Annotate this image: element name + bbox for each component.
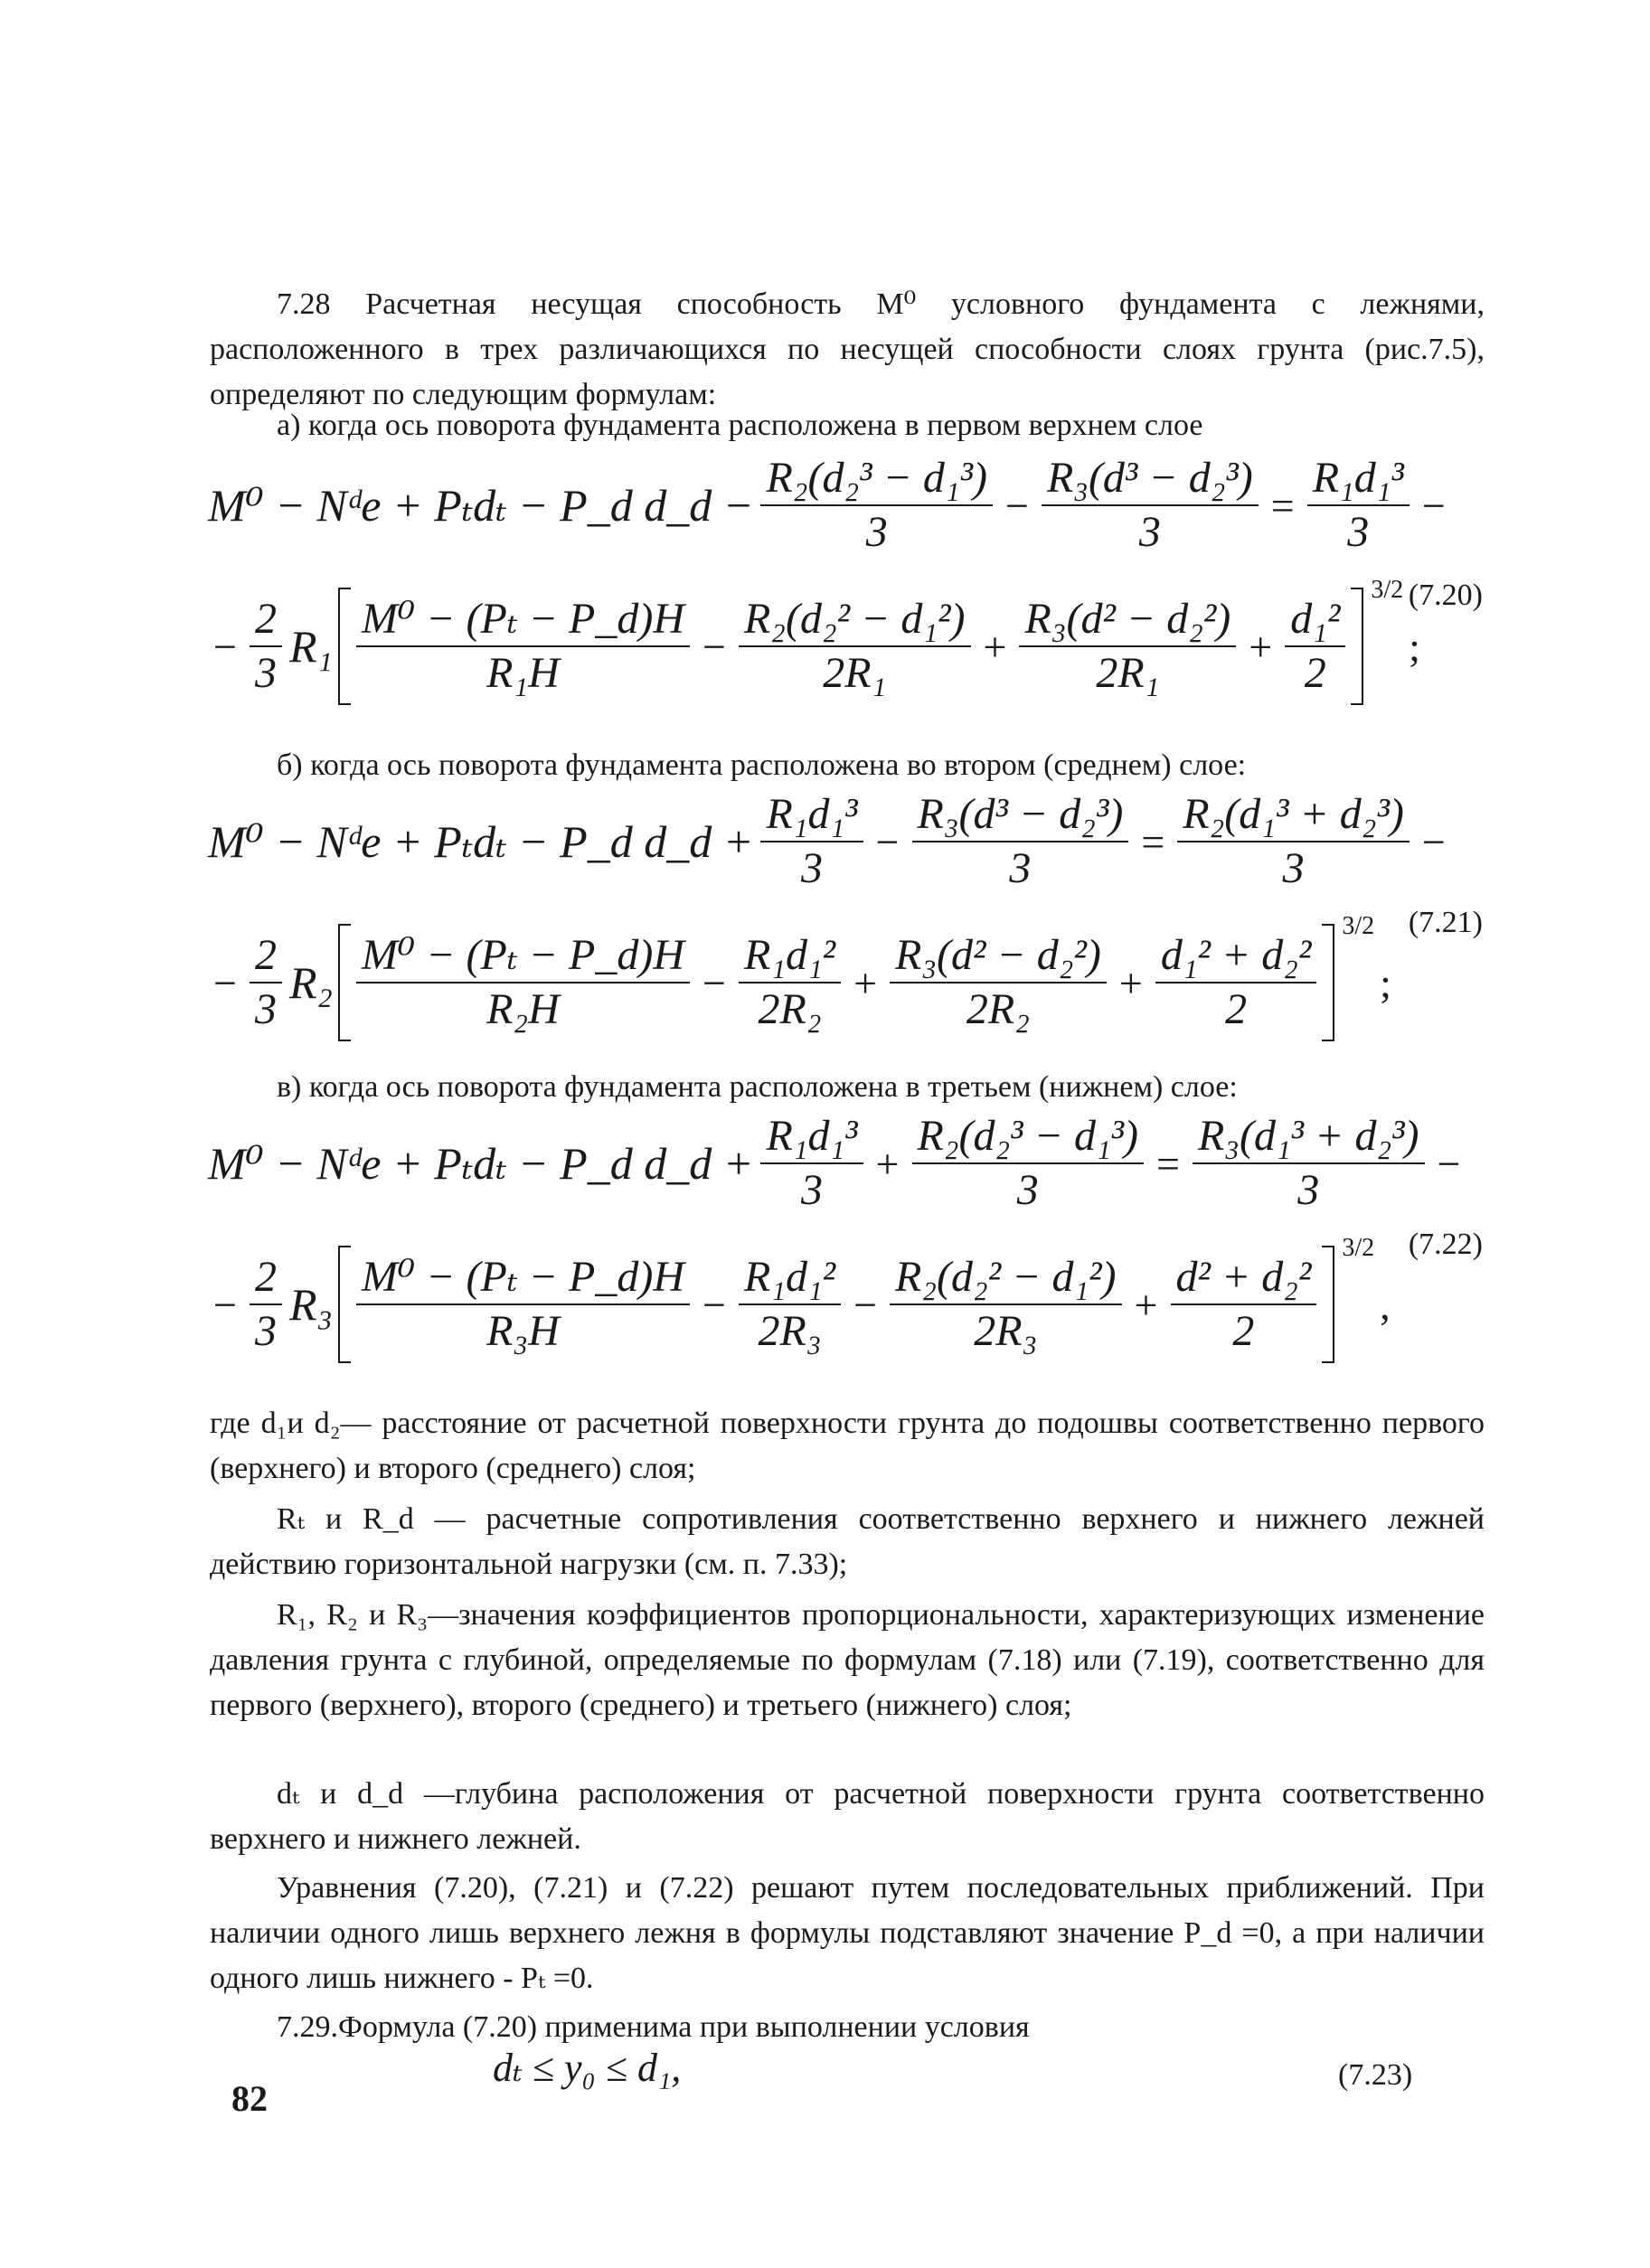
fraction	[760, 788, 863, 895]
denominator: 2R₁	[1096, 649, 1160, 697]
equation-7-21-line1: M⁰ − Nᵈe + Pₜdₜ − P_d d_d + $\frac{\text{R₁d₁³}}{3}$ − $\frac{\text{R₃(d³ − d₂³)}}{3}$ = $\frac{\text{R₂(d₁³ + d₂³)}}{3}$ −	[208, 788, 1451, 895]
fraction	[356, 929, 690, 1036]
fraction	[739, 1251, 841, 1358]
exponent: 3/2	[1342, 912, 1375, 940]
numerator: R₂(d₂³ − d₁³)	[917, 1112, 1139, 1160]
denominator: R₃H	[486, 1307, 560, 1355]
case-a-text: а) когда ось поворота фундамента расположена в первом верхнем слое	[277, 409, 1203, 442]
denominator: 3	[1347, 508, 1370, 556]
where-r-text: Rₜ и R_d — расчетные сопротивления соответственно верхнего и нижнего лежней действию горизонтальной нагрузки (см. п. 7.33);	[210, 1502, 1485, 1581]
equation-punctuation: ;	[1380, 959, 1391, 1006]
fraction	[1042, 452, 1259, 559]
equation-7-20-line1: M⁰ − Nᵈe + Pₜdₜ − P_d d_d − $\frac{\text{R₂(d₂³ − d₁³)}}{3}$ − $\frac{\text{R₃(d³ − d₂³)}}{3}$ = $\frac{\text{R₁d₁³}}{3}$ −	[208, 452, 1451, 559]
coefficient: R₂	[288, 957, 333, 1008]
paragraph-7-28: 7.28 Расчетная несущая способность M⁰ условного фундамента с лежнями, расположенного в трех различающихся по несущей способности слоях грунта (рис.7.5), определяют по следующим формулам:	[210, 287, 1485, 411]
equation-7-21	[208, 788, 1492, 1078]
fraction	[890, 1251, 1122, 1358]
numerator: R₂(d₂² − d₁²)	[743, 595, 966, 643]
numerator: R₁d₁³	[766, 1112, 858, 1160]
equation-punctuation: ;	[1409, 623, 1420, 670]
numerator: M⁰ − (Pₜ − P_d)H	[361, 595, 685, 643]
fraction	[1193, 1110, 1425, 1217]
numerator: R₃(d² − d₂²)	[1024, 595, 1231, 643]
denominator: R₂H	[486, 985, 560, 1033]
exponent: 3/2	[1371, 576, 1404, 604]
numerator: R₃(d³ − d₂³)	[1046, 454, 1253, 502]
fraction	[250, 593, 282, 700]
numerator: R₃(d² − d₂²)	[895, 931, 1101, 979]
numerator: R₁d₁²	[743, 1253, 836, 1301]
denominator: 2	[1225, 985, 1248, 1033]
numerator: R₁d₁³	[766, 790, 858, 838]
numerator: 2	[254, 931, 277, 979]
equation-number: (7.23)	[1338, 2058, 1413, 2092]
denominator: 2R₂	[966, 985, 1030, 1033]
numerator: 2	[254, 1253, 277, 1301]
numerator: R₂(d₂³ − d₁³)	[766, 454, 987, 502]
numerator: R₃(d³ − d₂³)	[917, 790, 1124, 838]
denominator: 3	[254, 649, 277, 697]
coefficient: R₁	[288, 621, 333, 672]
numerator: R₃(d₁³ + d₂³)	[1197, 1112, 1419, 1160]
equation-7-23: dₜ ≤ y₀ ≤ d₁,	[493, 2046, 682, 2090]
denominator: 3	[1282, 844, 1305, 892]
coefficient: R₃	[288, 1279, 333, 1330]
where-dt-text: dₜ и d_d —глубина расположения от расчетной поверхности грунта соответственно верхнего и нижнего лежней.	[210, 1777, 1485, 1856]
numerator: d² + d₂²	[1175, 1253, 1312, 1301]
numerator: 2	[254, 595, 277, 643]
fraction	[739, 929, 841, 1036]
equation-7-20	[208, 452, 1492, 741]
fraction	[250, 1251, 282, 1358]
equation-term: M⁰ − Nᵈe + Pₜdₜ − P_d d_d +	[208, 1138, 754, 1189]
equation-7-22	[208, 1110, 1492, 1399]
equation-number: (7.20)	[1408, 579, 1483, 612]
fraction	[912, 788, 1129, 895]
fraction	[1019, 593, 1236, 700]
numerator: R₂(d₂² − d₁²)	[895, 1253, 1117, 1301]
page-number: 82	[231, 2078, 268, 2119]
numerator: M⁰ − (Pₜ − P_d)H	[361, 1253, 685, 1301]
equation-term: M⁰ − Nᵈe + Pₜdₜ − P_d d_d −	[208, 480, 754, 531]
denominator: 3	[865, 508, 888, 556]
denominator: 2	[1232, 1307, 1255, 1355]
fraction	[912, 1110, 1145, 1217]
case-c-text: в) когда ось поворота фундамента расположена в третьем (нижнем) слое:	[277, 1070, 1238, 1104]
denominator: 3	[254, 1307, 277, 1355]
fraction	[356, 593, 690, 700]
fraction	[760, 452, 993, 559]
fraction	[1171, 1251, 1317, 1358]
numerator: R₁d₁³	[1312, 454, 1404, 502]
numerator: d₁²	[1290, 595, 1341, 643]
solve-text: Уравнения (7.20), (7.21) и (7.22) решают путем последовательных приближений. При наличии одного лишь верхнего лежня в формулы подставляют значение P_d =0, а при наличии одного лишь нижнего - Pₜ =0.	[210, 1871, 1485, 1995]
equation-7-22-line2: − $\frac{2}{3}$ R₃ $\frac{\text{M⁰ − (Pₜ − P\_d)H}}{\text{R₃H}}$ − $\frac{\text{R₁d₁²}}{\text{2R₃}}$ − $\frac{\text{R₂(d₂² − d₁²)}}{\text{2R₃}}$ + $\frac{\text{d² + d₂²}}{2}$ 3/2 ,	[208, 1246, 1396, 1363]
bracket: $\frac{\text{M⁰ − (Pₜ − P\_d)H}}{\text{R₂H}}$ − $\frac{\text{R₁d₁²}}{\text{2R₂}}$ + $\frac{\text{R₃(d² − d₂²)}}{\text{2R₂}}$ + $\frac{\text{d₁² + d₂²}}{2}$	[338, 924, 1334, 1041]
equation-punctuation: ,	[1380, 1281, 1391, 1328]
fraction	[1155, 929, 1317, 1036]
equation-7-21-line2: − $\frac{2}{3}$ R₂ $\frac{\text{M⁰ − (Pₜ − P\_d)H}}{\text{R₂H}}$ − $\frac{\text{R₁d₁²}}{\text{2R₂}}$ + $\frac{\text{R₃(d² − d₂²)}}{\text{2R₂}}$ + $\frac{\text{d₁² + d₂²}}{2}$ 3/2 ;	[208, 924, 1397, 1041]
equation-7-20-line2: − $\frac{2}{3}$ R₁ $\frac{\text{M⁰ − (Pₜ − P\_d)H}}{\text{R₁H}}$ − $\frac{\text{R₂(d₂² − d₁²)}}{\text{2R₁}}$ + $\frac{\text{R₃(d² − d₂²)}}{\text{2R₁}}$ + $\frac{\text{d₁²}}{2}$ 3/2 ;	[208, 588, 1426, 705]
fraction	[1285, 593, 1345, 700]
denominator: 2	[1304, 649, 1326, 697]
denominator: 3	[801, 1166, 823, 1214]
numerator: M⁰ − (Pₜ − P_d)H	[361, 931, 685, 979]
fraction	[760, 1110, 863, 1217]
case-b-text: б) когда ось поворота фундамента расположена во втором (среднем) слое:	[277, 748, 1247, 782]
numerator: R₁d₁²	[743, 931, 836, 979]
fraction	[1307, 452, 1410, 559]
denominator: 3	[1138, 508, 1161, 556]
denominator: 3	[254, 985, 277, 1033]
numerator: d₁² + d₂²	[1160, 931, 1312, 979]
fraction	[890, 929, 1107, 1036]
fraction	[1177, 788, 1410, 895]
denominator: 2R₃	[758, 1307, 822, 1355]
where-r123-text: R₁, R₂ и R₃—значения коэффициентов пропорциональности, характеризующих изменение давления грунта с глубиной, определяемые по формулам (7.18) или (7.19), соответственно для первого (верхнего), второго (среднего) и третьего (нижнего) слоя;	[210, 1598, 1485, 1722]
denominator: 3	[1009, 844, 1032, 892]
denominator: 2R₁	[823, 649, 887, 697]
equation-7-22-line1: M⁰ − Nᵈe + Pₜdₜ − P_d d_d + $\frac{\text{R₁d₁³}}{3}$ + $\frac{\text{R₂(d₂³ − d₁³)}}{3}$ = $\frac{\text{R₃(d₁³ + d₂³)}}{3}$ −	[208, 1110, 1466, 1217]
denominator: 2R₂	[758, 985, 822, 1033]
equation-number: (7.22)	[1408, 1228, 1483, 1261]
paragraph-7-29: 7.29.Формула (7.20) применима при выполнении условия	[277, 2010, 1030, 2044]
where-d-text: где d₁и d₂— расстояние от расчетной поверхности грунта до подошвы соответственно первого (верхнего) и второго (среднего) слоя;	[210, 1407, 1485, 1485]
bracket: $\frac{\text{M⁰ − (Pₜ − P\_d)H}}{\text{R₁H}}$ − $\frac{\text{R₂(d₂² − d₁²)}}{\text{2R₁}}$ + $\frac{\text{R₃(d² − d₂²)}}{\text{2R₁}}$ + $\frac{\text{d₁²}}{2}$	[338, 588, 1363, 705]
equation-number: (7.21)	[1408, 906, 1483, 939]
denominator: 3	[1297, 1166, 1320, 1214]
fraction	[356, 1251, 690, 1358]
bracket: $\frac{\text{M⁰ − (Pₜ − P\_d)H}}{\text{R₃H}}$ − $\frac{\text{R₁d₁²}}{\text{2R₃}}$ − $\frac{\text{R₂(d₂² − d₁²)}}{\text{2R₃}}$ + $\frac{\text{d² + d₂²}}{2}$	[338, 1246, 1334, 1363]
denominator: R₁H	[486, 649, 560, 697]
fraction	[739, 593, 971, 700]
numerator: R₂(d₁³ + d₂³)	[1183, 790, 1404, 838]
denominator: 3	[801, 844, 823, 892]
denominator: 2R₃	[974, 1307, 1038, 1355]
denominator: 3	[1016, 1166, 1039, 1214]
fraction	[250, 929, 282, 1036]
exponent: 3/2	[1342, 1234, 1375, 1262]
equation-term: M⁰ − Nᵈe + Pₜdₜ − P_d d_d +	[208, 816, 754, 867]
